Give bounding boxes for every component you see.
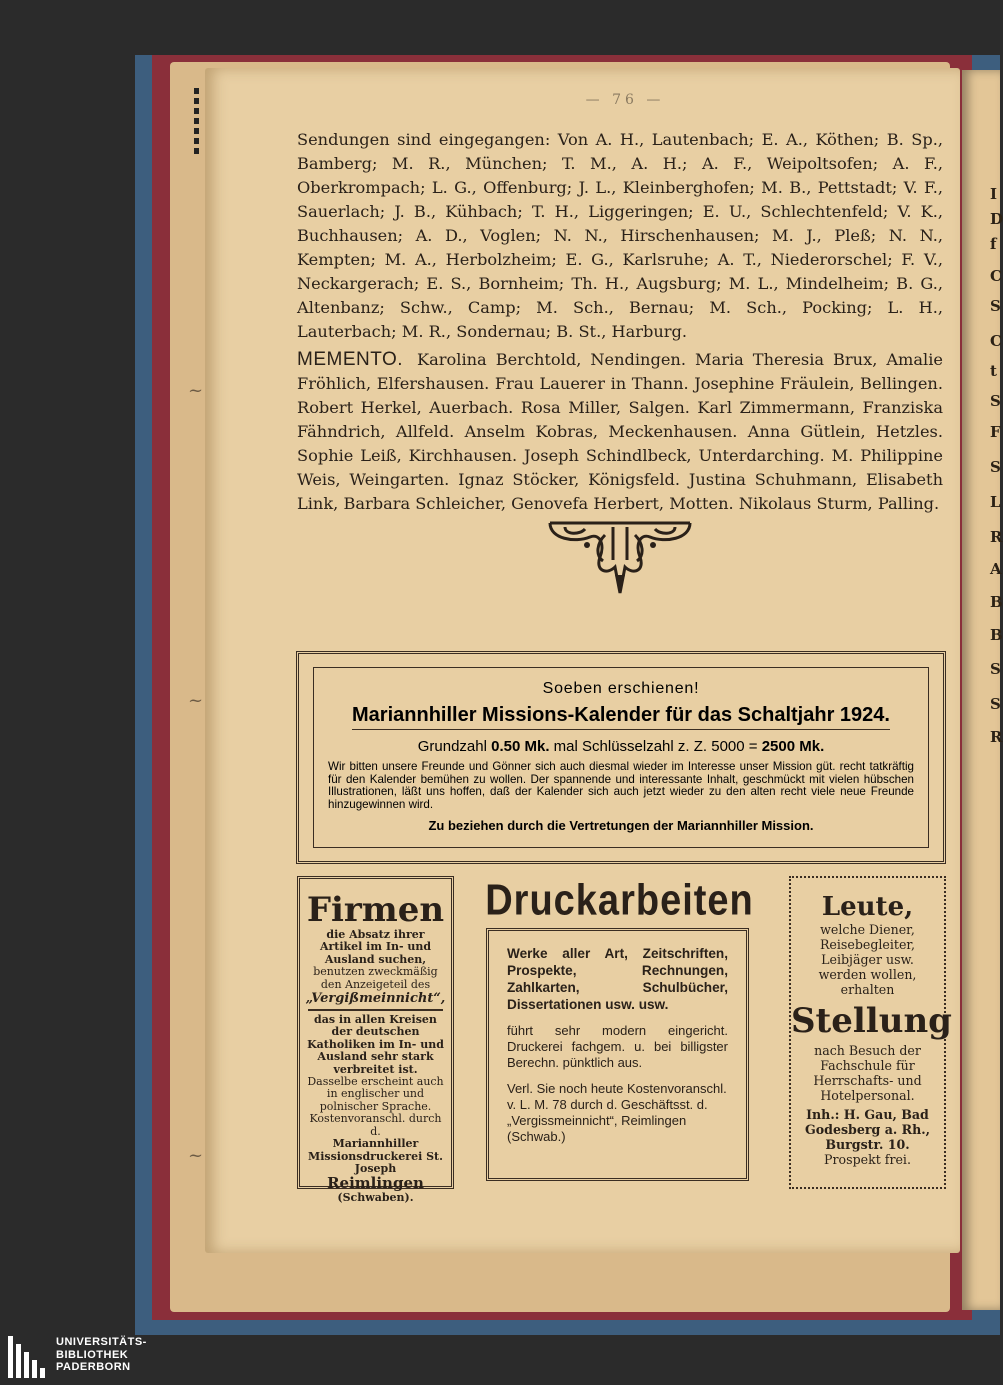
- druck-text2: führt sehr modern eingericht. Druckerei fachgem. u. bei billigster Berechn. pünktlich aus.: [507, 1023, 728, 1070]
- right-page-letter: L: [990, 493, 1001, 511]
- ad-kalender-footer: Zu beziehen durch die Vertretungen der Mariannhiller Mission.: [428, 818, 814, 834]
- druck-text3: Verl. Sie noch heute Kostenvoranschl. v. L. M. 78 durch d. Geschäftsst. d. „Vergissmeinnicht“, Reimlingen (Schwab.): [507, 1081, 727, 1144]
- right-page-letter: A: [990, 560, 1002, 578]
- page-number: — 76 —: [585, 92, 665, 108]
- leute-headline: Leute,: [821, 892, 914, 922]
- memento-text: Karolina Berchtold, Nendingen. Maria Theresia Brux, Amalie Fröhlich, Elfershausen. Frau Lauerer in Thann. Josephine Fräulein, Bellingen. Robert Herkel, Auerbach. Rosa Miller, Salgen. Karl Zimmermann, Franziska Fähndrich, Allfeld. Anselm Kobras, Meckenhausen. Anna Gütlein, Hetzles. Sophie Leiß, Kirchhausen. Joseph Schindlbeck, Unterdarching. M. Philippine Weis, Weingarten. Ignaz Stöcker, Königsfeld. Justina Schuhmann, Elisabeth Link, Barbara Schleicher, Genovefa Herbert, Motten. Nikolaus Sturm, Palling.: [297, 350, 943, 513]
- ad-missions-kalender: [296, 651, 946, 864]
- firmen-divider: [308, 1009, 443, 1011]
- price-total: 2500 Mk.: [761, 738, 825, 755]
- logo-line1: UNIVERSITÄTS-: [56, 1336, 147, 1348]
- right-page-letter: S: [990, 392, 1001, 410]
- sendungen-paragraph: Sendungen sind eingegangen: Von A. H., Lautenbach; E. A., Köthen; B. Sp., Bamberg; M. R., München; T. M., A. H.; A. F., Weipoltsofen; A. F., Oberkrompach; L. G., Offenburg; J. L., Kleinberghofen; M. B., Pettstadt; V. F., Sauerlach; J. B., Kühbach; T. H., Liggeringen; E. U., Schlechtenfeld; V. K., Buchhausen; A. D., Voglen; N. N., Hirschenhausen; M. J., Pleß; N. N., Kempten; M. A., Herbolzheim; E. G., Karlsruhe; A. T., Niederorschel; F. V., Neckargerach; E. S., Bornheim; Th. H., Augsburg; M. L., Mindelheim; B. G., Altenbanz; Schw., Camp; M. Sch., Bernau; M. Sch., Pocking; L. H., Lauterbach; M. R., Sondernau; B. St., Harburg.: [297, 130, 943, 341]
- price-grund: 0.50 Mk.: [491, 738, 550, 755]
- right-page-letter: B: [990, 626, 1003, 644]
- library-logo-text: [56, 1336, 147, 1374]
- tilde-mark: ~: [188, 690, 204, 711]
- ad-kalender-line1: Soeben erschienen!: [542, 680, 700, 697]
- price-mid: mal Schlüsselzahl z. Z. 5000 =: [553, 738, 758, 755]
- right-page-letter: R: [990, 728, 1003, 746]
- right-page-letter: B: [990, 593, 1003, 611]
- logo-line2: BIBLIOTHEK: [56, 1348, 129, 1361]
- ad-kalender-price: [314, 738, 928, 755]
- right-page-letter: D: [990, 210, 1003, 228]
- right-page-letter: S: [990, 458, 1001, 476]
- firmen-text2: benutzen zweckmäßig den Anzeigeteil des: [313, 965, 438, 991]
- body-text: [297, 128, 943, 516]
- ad-firmen: [297, 876, 454, 1205]
- gutter-marks: [194, 88, 200, 1238]
- druck-headline: Druckarbeiten: [485, 876, 754, 926]
- right-page-edge: [962, 70, 1003, 1310]
- firmen-text4: Dasselbe erscheint auch in englischer und polnischer Sprache.: [307, 1075, 444, 1113]
- firmen-headline: Firmen: [306, 890, 445, 930]
- right-page-letter: f: [990, 235, 997, 253]
- right-page-letter: R: [990, 528, 1003, 546]
- leute-text4: Prospekt frei.: [824, 1152, 911, 1167]
- ad-kalender-title: Mariannhiller Missions-Kalender für das Schaltjahr 1924.: [352, 704, 890, 730]
- right-page-letter: S: [990, 660, 1001, 678]
- leute-text3: Inh.: H. Gau, Bad Godesberg a. Rh., Burgstr. 10.: [804, 1107, 931, 1152]
- right-page-letter: F: [990, 423, 1001, 441]
- leute-text2: nach Besuch der Fachschule für Herrschafts- und Hotelpersonal.: [813, 1043, 922, 1103]
- druck-text1: Werke aller Art, Zeitschriften, Prospekte, Rechnungen, Zahlkarten, Schulbücher, Dissertationen usw. usw.: [507, 946, 728, 1012]
- right-page-letter: S: [990, 695, 1001, 713]
- ad-druckarbeiten: [456, 876, 783, 1189]
- firmen-text3: das in allen Kreisen der deutschen Katholiken im In- und Ausland sehr stark verbreitet ist.: [307, 1013, 444, 1076]
- firmen-text6: Mariannhiller Missionsdruckerei St. Joseph: [308, 1137, 443, 1175]
- right-page-letter: S: [990, 297, 1001, 315]
- tilde-mark: ~: [188, 1145, 204, 1166]
- right-page-letter: t: [990, 362, 997, 380]
- art-nouveau-ornament-icon: [545, 515, 695, 595]
- right-page-letter: I: [990, 185, 998, 203]
- firmen-text1: die Absatz ihrer Artikel im In- und Ausland suchen,: [319, 928, 432, 966]
- ad-kalender-paragraph: Wir bitten unsere Freunde und Gönner sich auch diesmal wieder im Interesse unser Mission güt. recht tatkräftig für den Kalender bemühen zu wollen. Der spannende und interessante Inhalt, geschmückt mit vielen hübschen Illustrationen, läßt uns hoffen, daß der Kalender sich auch jetzt wieder zu den alten recht viele neue Freunde hinzugewinnen wird.: [328, 760, 914, 811]
- library-logo-icon: [8, 1336, 48, 1378]
- firmen-text7: Reimlingen: [327, 1174, 424, 1193]
- memento-heading: MEMENTO.: [297, 349, 404, 370]
- memento-paragraph: [297, 348, 943, 516]
- library-logo: [8, 1336, 248, 1378]
- right-page-letter: C: [990, 267, 1002, 285]
- firmen-text5: Kostenvoranschl. durch d.: [309, 1112, 442, 1138]
- tilde-mark: ~: [188, 380, 204, 401]
- firmen-text8: (Schwaben).: [337, 1191, 414, 1205]
- logo-line3: PADERBORN: [56, 1361, 131, 1374]
- right-page-letter: C: [990, 332, 1002, 350]
- druck-frame: [486, 928, 749, 1181]
- leute-headline2: Stellung: [791, 1001, 952, 1041]
- ad-kalender-inner: [313, 667, 929, 848]
- firmen-paper-name: „Vergißmeinnicht“,: [305, 991, 446, 1007]
- ad-leute: [789, 876, 952, 1189]
- price-prefix: Grundzahl: [417, 738, 487, 755]
- leute-text1: welche Diener, Reisebegleiter, Leibjäger usw. werden wollen, erhalten: [818, 922, 917, 997]
